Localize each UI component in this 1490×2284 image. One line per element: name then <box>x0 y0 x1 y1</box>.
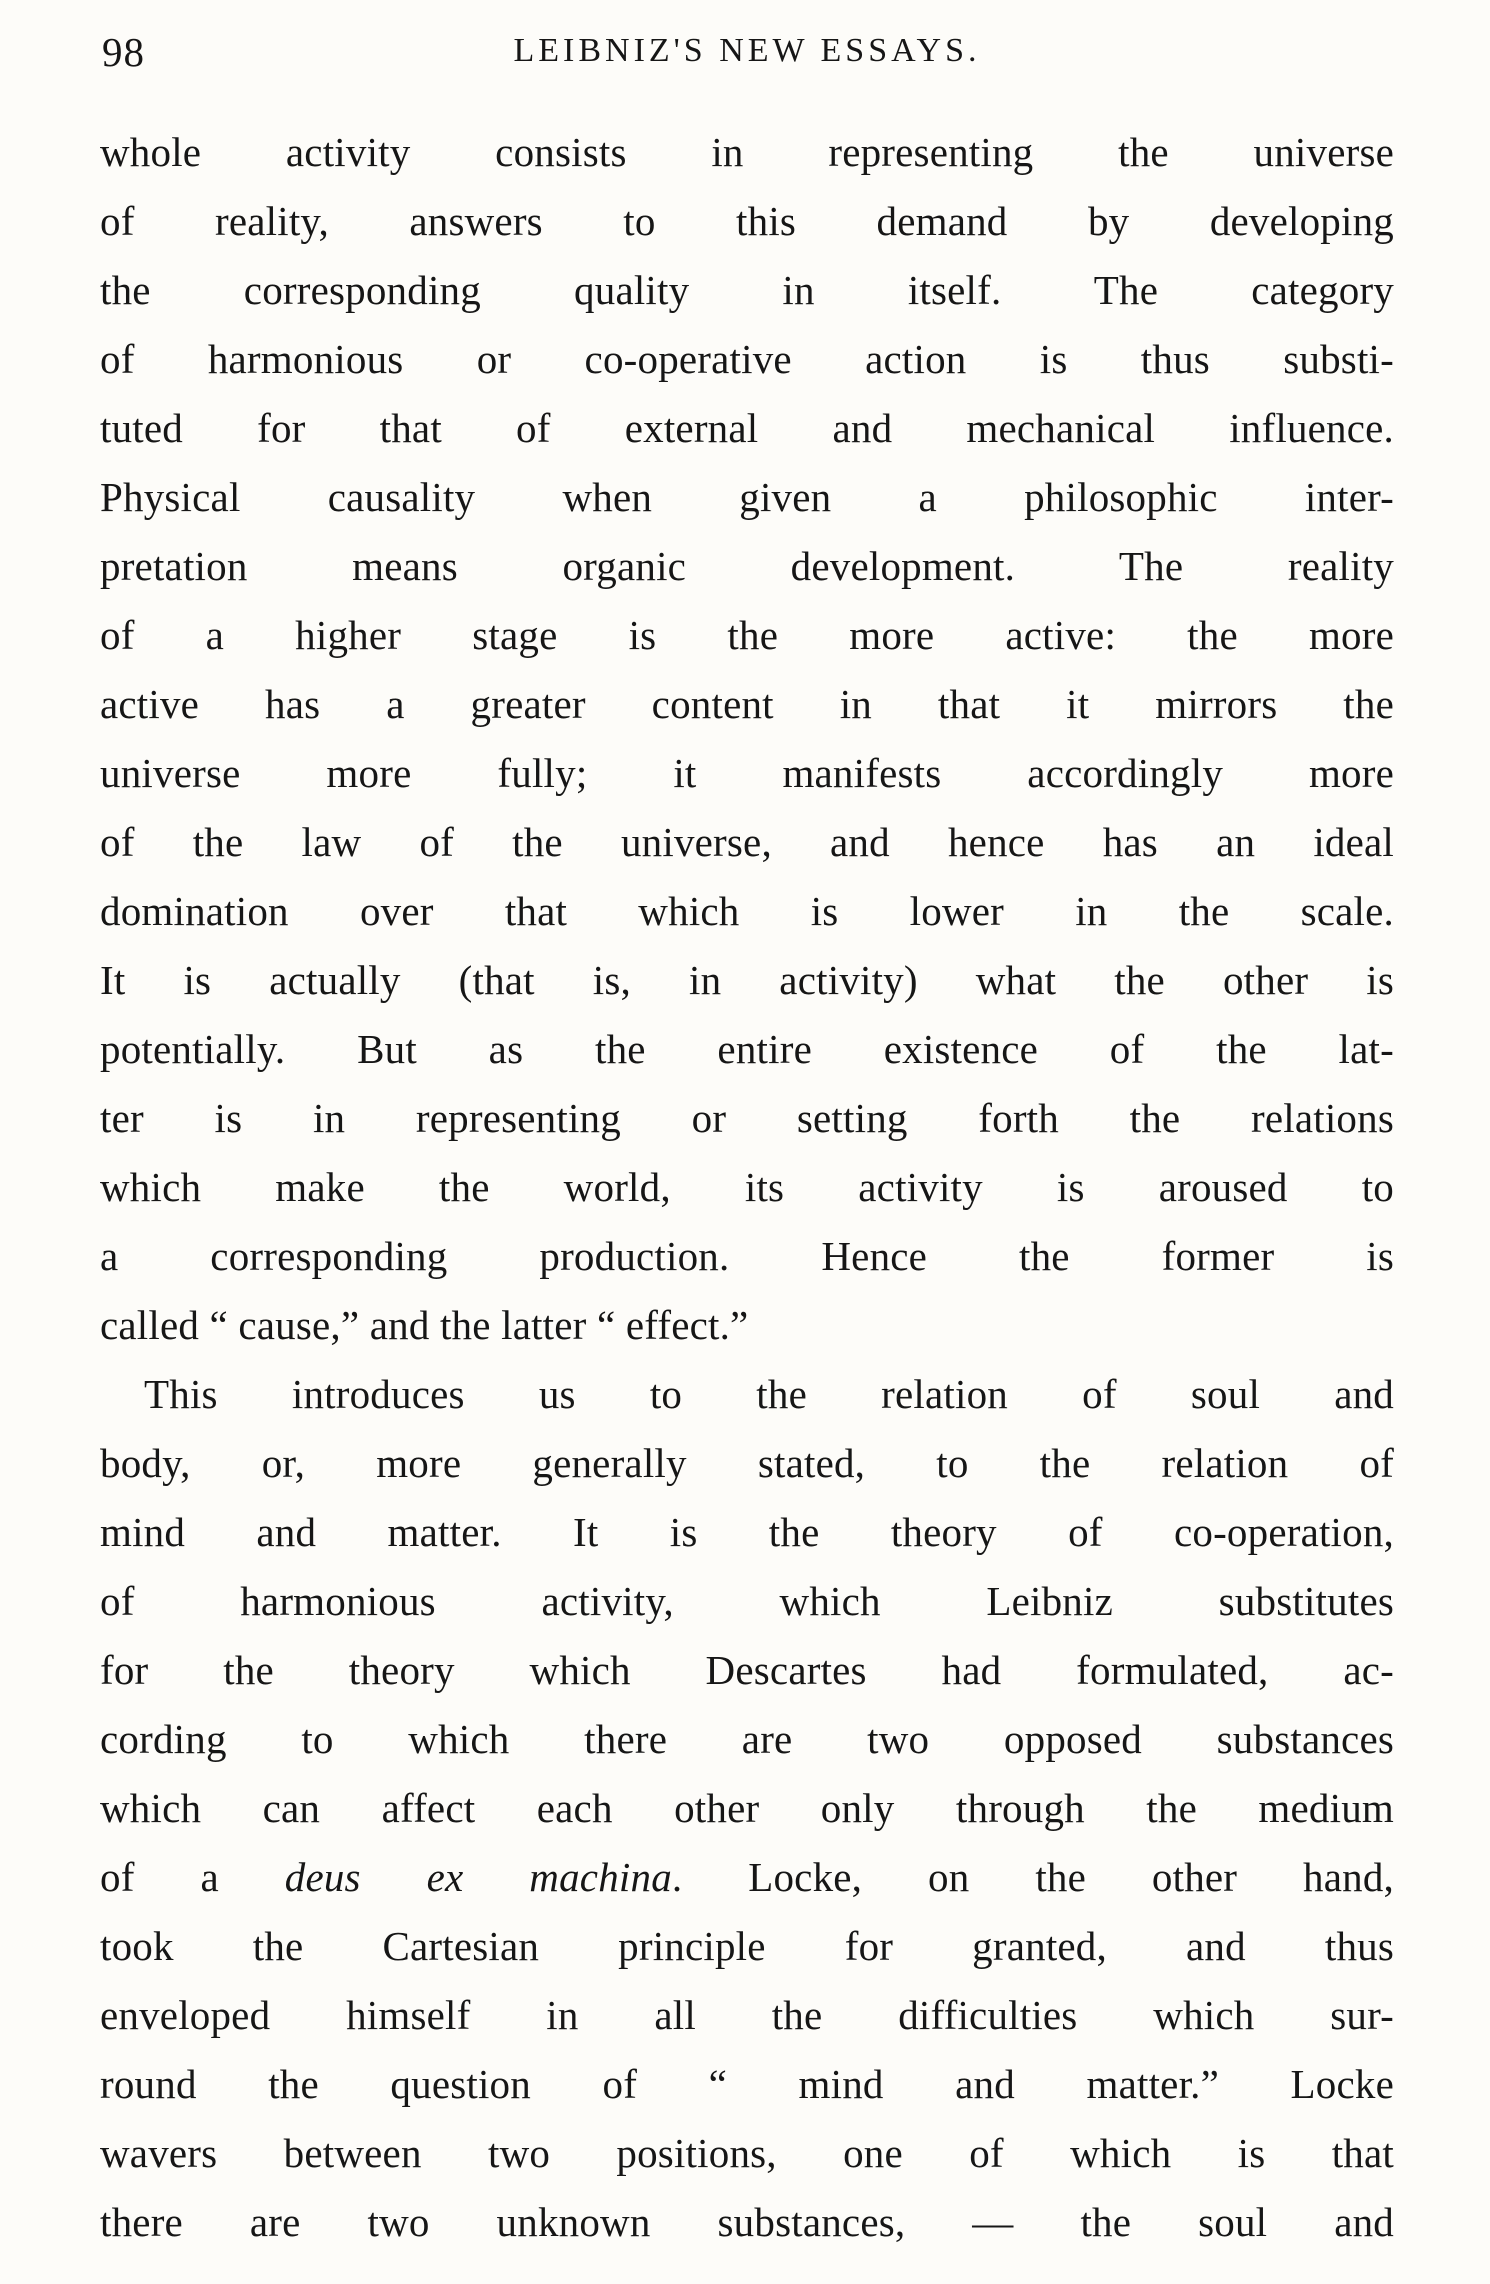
text-line: which can affect each other only through the medium <box>100 1785 1394 1831</box>
text-line: potentially. But as the entire existence of the lat- <box>100 1026 1394 1072</box>
text-line: cording to which there are two opposed substances <box>100 1716 1394 1762</box>
body-text <box>100 118 1394 2257</box>
text-line: the corresponding quality in itself. The category <box>100 267 1394 313</box>
text-line: for the theory which Descartes had formulated, ac- <box>100 1647 1394 1693</box>
page-number: 98 <box>102 29 145 75</box>
text-line-with-italic <box>100 1843 1394 1912</box>
text-line: round the question of “ mind and matter.” Locke <box>100 2061 1394 2107</box>
text-segment: . Locke, on the other hand, <box>671 1854 1394 1900</box>
text-line: pretation means organic development. The reality <box>100 543 1394 589</box>
text-line: of the law of the universe, and hence has an ideal <box>100 819 1394 865</box>
text-line: whole activity consists in representing the universe <box>100 129 1394 175</box>
text-line: active has a greater content in that it mirrors the <box>100 681 1394 727</box>
text-line: wavers between two positions, one of which is that <box>100 2130 1394 2176</box>
text-line: which make the world, its activity is aroused to <box>100 1164 1394 1210</box>
text-line: a corresponding production. Hence the former is <box>100 1233 1394 1279</box>
text-line: of a higher stage is the more active: the more <box>100 612 1394 658</box>
text-line: of harmonious activity, which Leibniz substitutes <box>100 1578 1394 1624</box>
running-header: LEIBNIZ'S NEW ESSAYS. <box>513 32 981 69</box>
text-line: domination over that which is lower in the scale. <box>100 888 1394 934</box>
text-line: there are two unknown substances, — the soul and <box>100 2199 1394 2245</box>
text-line: of harmonious or co-operative action is thus substi- <box>100 336 1394 382</box>
text-line: tuted for that of external and mechanical influence. <box>100 405 1394 451</box>
italic-phrase: deus ex machina <box>284 1854 672 1900</box>
text-line: enveloped himself in all the difficulties which sur- <box>100 1992 1394 2038</box>
text-line: This introduces us to the relation of soul and <box>144 1371 1394 1417</box>
text-line: mind and matter. It is the theory of co-operation, <box>100 1509 1394 1555</box>
paragraph-1 <box>100 118 1394 1360</box>
paragraph-2 <box>100 1360 1394 2257</box>
text-line: took the Cartesian principle for granted, and thus <box>100 1923 1394 1969</box>
text-line: Physical causality when given a philosophic inter- <box>100 474 1394 520</box>
text-line: ter is in representing or setting forth the relations <box>100 1095 1394 1141</box>
text-line: body, or, more generally stated, to the relation of <box>100 1440 1394 1486</box>
page-header <box>100 26 1394 84</box>
text-segment: of a <box>100 1854 285 1900</box>
text-line: called “ cause,” and the latter “ effect.” <box>100 1302 749 1348</box>
text-line: universe more fully; it manifests accordingly more <box>100 750 1394 796</box>
text-line: It is actually (that is, in activity) what the other is <box>100 957 1394 1003</box>
text-line: of reality, answers to this demand by developing <box>100 198 1394 244</box>
